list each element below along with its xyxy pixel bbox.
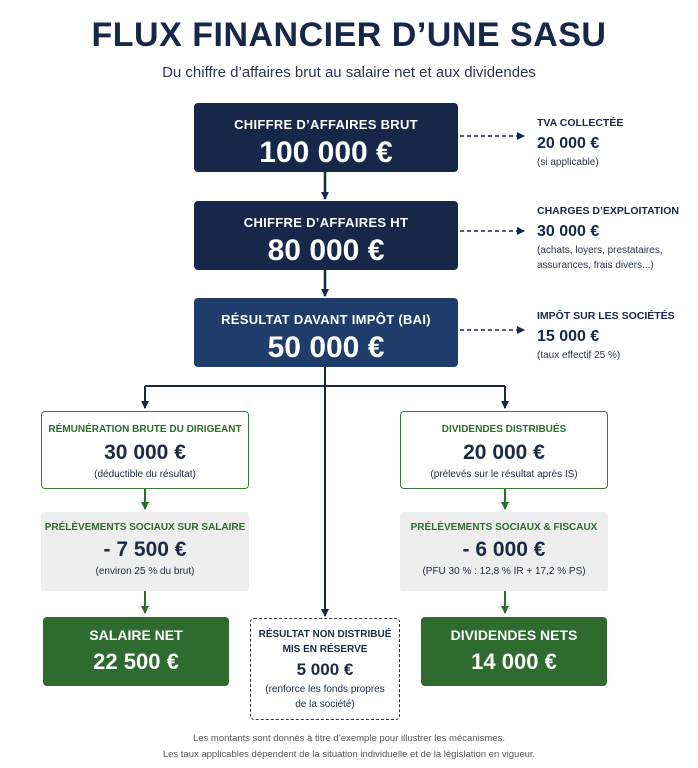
box-amount: 22 500 € bbox=[93, 649, 179, 674]
box-salary-gross bbox=[41, 411, 249, 489]
box-note-line: de la société) bbox=[295, 698, 355, 710]
box-label: DIVIDENDES NETS bbox=[450, 627, 578, 643]
box-salary-net bbox=[43, 617, 229, 686]
box-amount: 20 000 € bbox=[463, 441, 545, 464]
box-amount: - 7 500 € bbox=[103, 538, 187, 561]
box-note: (PFU 30 % : 12,8 % IR + 17,2 % PS) bbox=[422, 566, 586, 577]
side-note-line: (achats, loyers, prestataires, bbox=[537, 245, 663, 256]
side-note: (taux effectif 25 %) bbox=[537, 350, 621, 361]
box-dividends-net bbox=[421, 617, 607, 686]
box-label bbox=[251, 628, 399, 657]
footnote-line-1: Les montants sont donnés à titre d’exemple pour illustrer les mécanismes. bbox=[192, 733, 506, 744]
box-label: DIVIDENDES DISTRIBUÉS bbox=[441, 424, 567, 435]
diagram-subtitle: Du chiffre d’affaires brut au salaire net et aux dividendes bbox=[162, 64, 536, 81]
side-amount: 15 000 € bbox=[537, 328, 600, 345]
box-note-line: (renforce les fonds propres bbox=[265, 684, 385, 695]
side-note: (si applicable) bbox=[537, 157, 599, 168]
box-ca-brut bbox=[194, 103, 458, 172]
side-is bbox=[537, 310, 697, 364]
side-note-line: assurances, frais divers...) bbox=[537, 259, 654, 271]
box-amount: - 6 000 € bbox=[462, 538, 546, 561]
box-note: (déductible du résultat) bbox=[94, 469, 196, 480]
side-amount: 30 000 € bbox=[537, 223, 600, 240]
box-reserve bbox=[250, 618, 400, 720]
box-label: CHIFFRE D’AFFAIRES HT bbox=[243, 215, 409, 230]
box-bai bbox=[194, 298, 458, 367]
box-amount: 5 000 € bbox=[296, 660, 354, 679]
side-label: TVA COLLECTÉE bbox=[537, 117, 624, 129]
side-label: IMPÔT SUR LES SOCIÉTÉS bbox=[537, 310, 675, 322]
box-amount: 30 000 € bbox=[104, 441, 186, 464]
box-amount: 50 000 € bbox=[267, 331, 385, 364]
box-amount: 14 000 € bbox=[471, 649, 557, 674]
box-dividends-charges bbox=[400, 512, 608, 591]
box-label: RÉSULTAT DAVANT IMPÔT (BAI) bbox=[221, 312, 431, 327]
side-tva bbox=[537, 117, 697, 171]
side-charges bbox=[537, 205, 697, 273]
box-salary-charges bbox=[41, 512, 249, 591]
box-label: PRÉLÈVEMENTS SOCIAUX SUR SALAIRE bbox=[44, 522, 246, 533]
box-note: (environ 25 % du brut) bbox=[95, 566, 195, 577]
box-label: CHIFFRE D’AFFAIRES BRUT bbox=[234, 117, 418, 132]
footnote-line-2: Les taux applicables dépendent de la situation individuelle et de la législation en vigueur. bbox=[162, 749, 536, 760]
side-note bbox=[537, 244, 697, 273]
diagram-title: FLUX FINANCIER D’UNE SASU bbox=[91, 16, 607, 54]
box-label-line: MIS EN RÉSERVE bbox=[282, 643, 368, 655]
box-label: RÉMUNÉRATION BRUTE DU DIRIGEANT bbox=[48, 424, 242, 435]
box-label: PRÉLÈVEMENTS SOCIAUX & FISCAUX bbox=[410, 522, 598, 533]
box-amount: 100 000 € bbox=[259, 136, 393, 169]
box-label: SALAIRE NET bbox=[89, 627, 183, 643]
side-label: CHARGES D’EXPLOITATION bbox=[537, 205, 679, 217]
box-note bbox=[251, 683, 399, 712]
box-label-line: RÉSULTAT NON DISTRIBUÉ bbox=[258, 629, 392, 640]
box-amount: 80 000 € bbox=[267, 234, 385, 267]
box-dividends-gross bbox=[400, 411, 608, 489]
box-note: (prélevés sur le résultat après IS) bbox=[430, 469, 578, 480]
side-amount: 20 000 € bbox=[537, 135, 600, 152]
box-ca-ht bbox=[194, 201, 458, 270]
